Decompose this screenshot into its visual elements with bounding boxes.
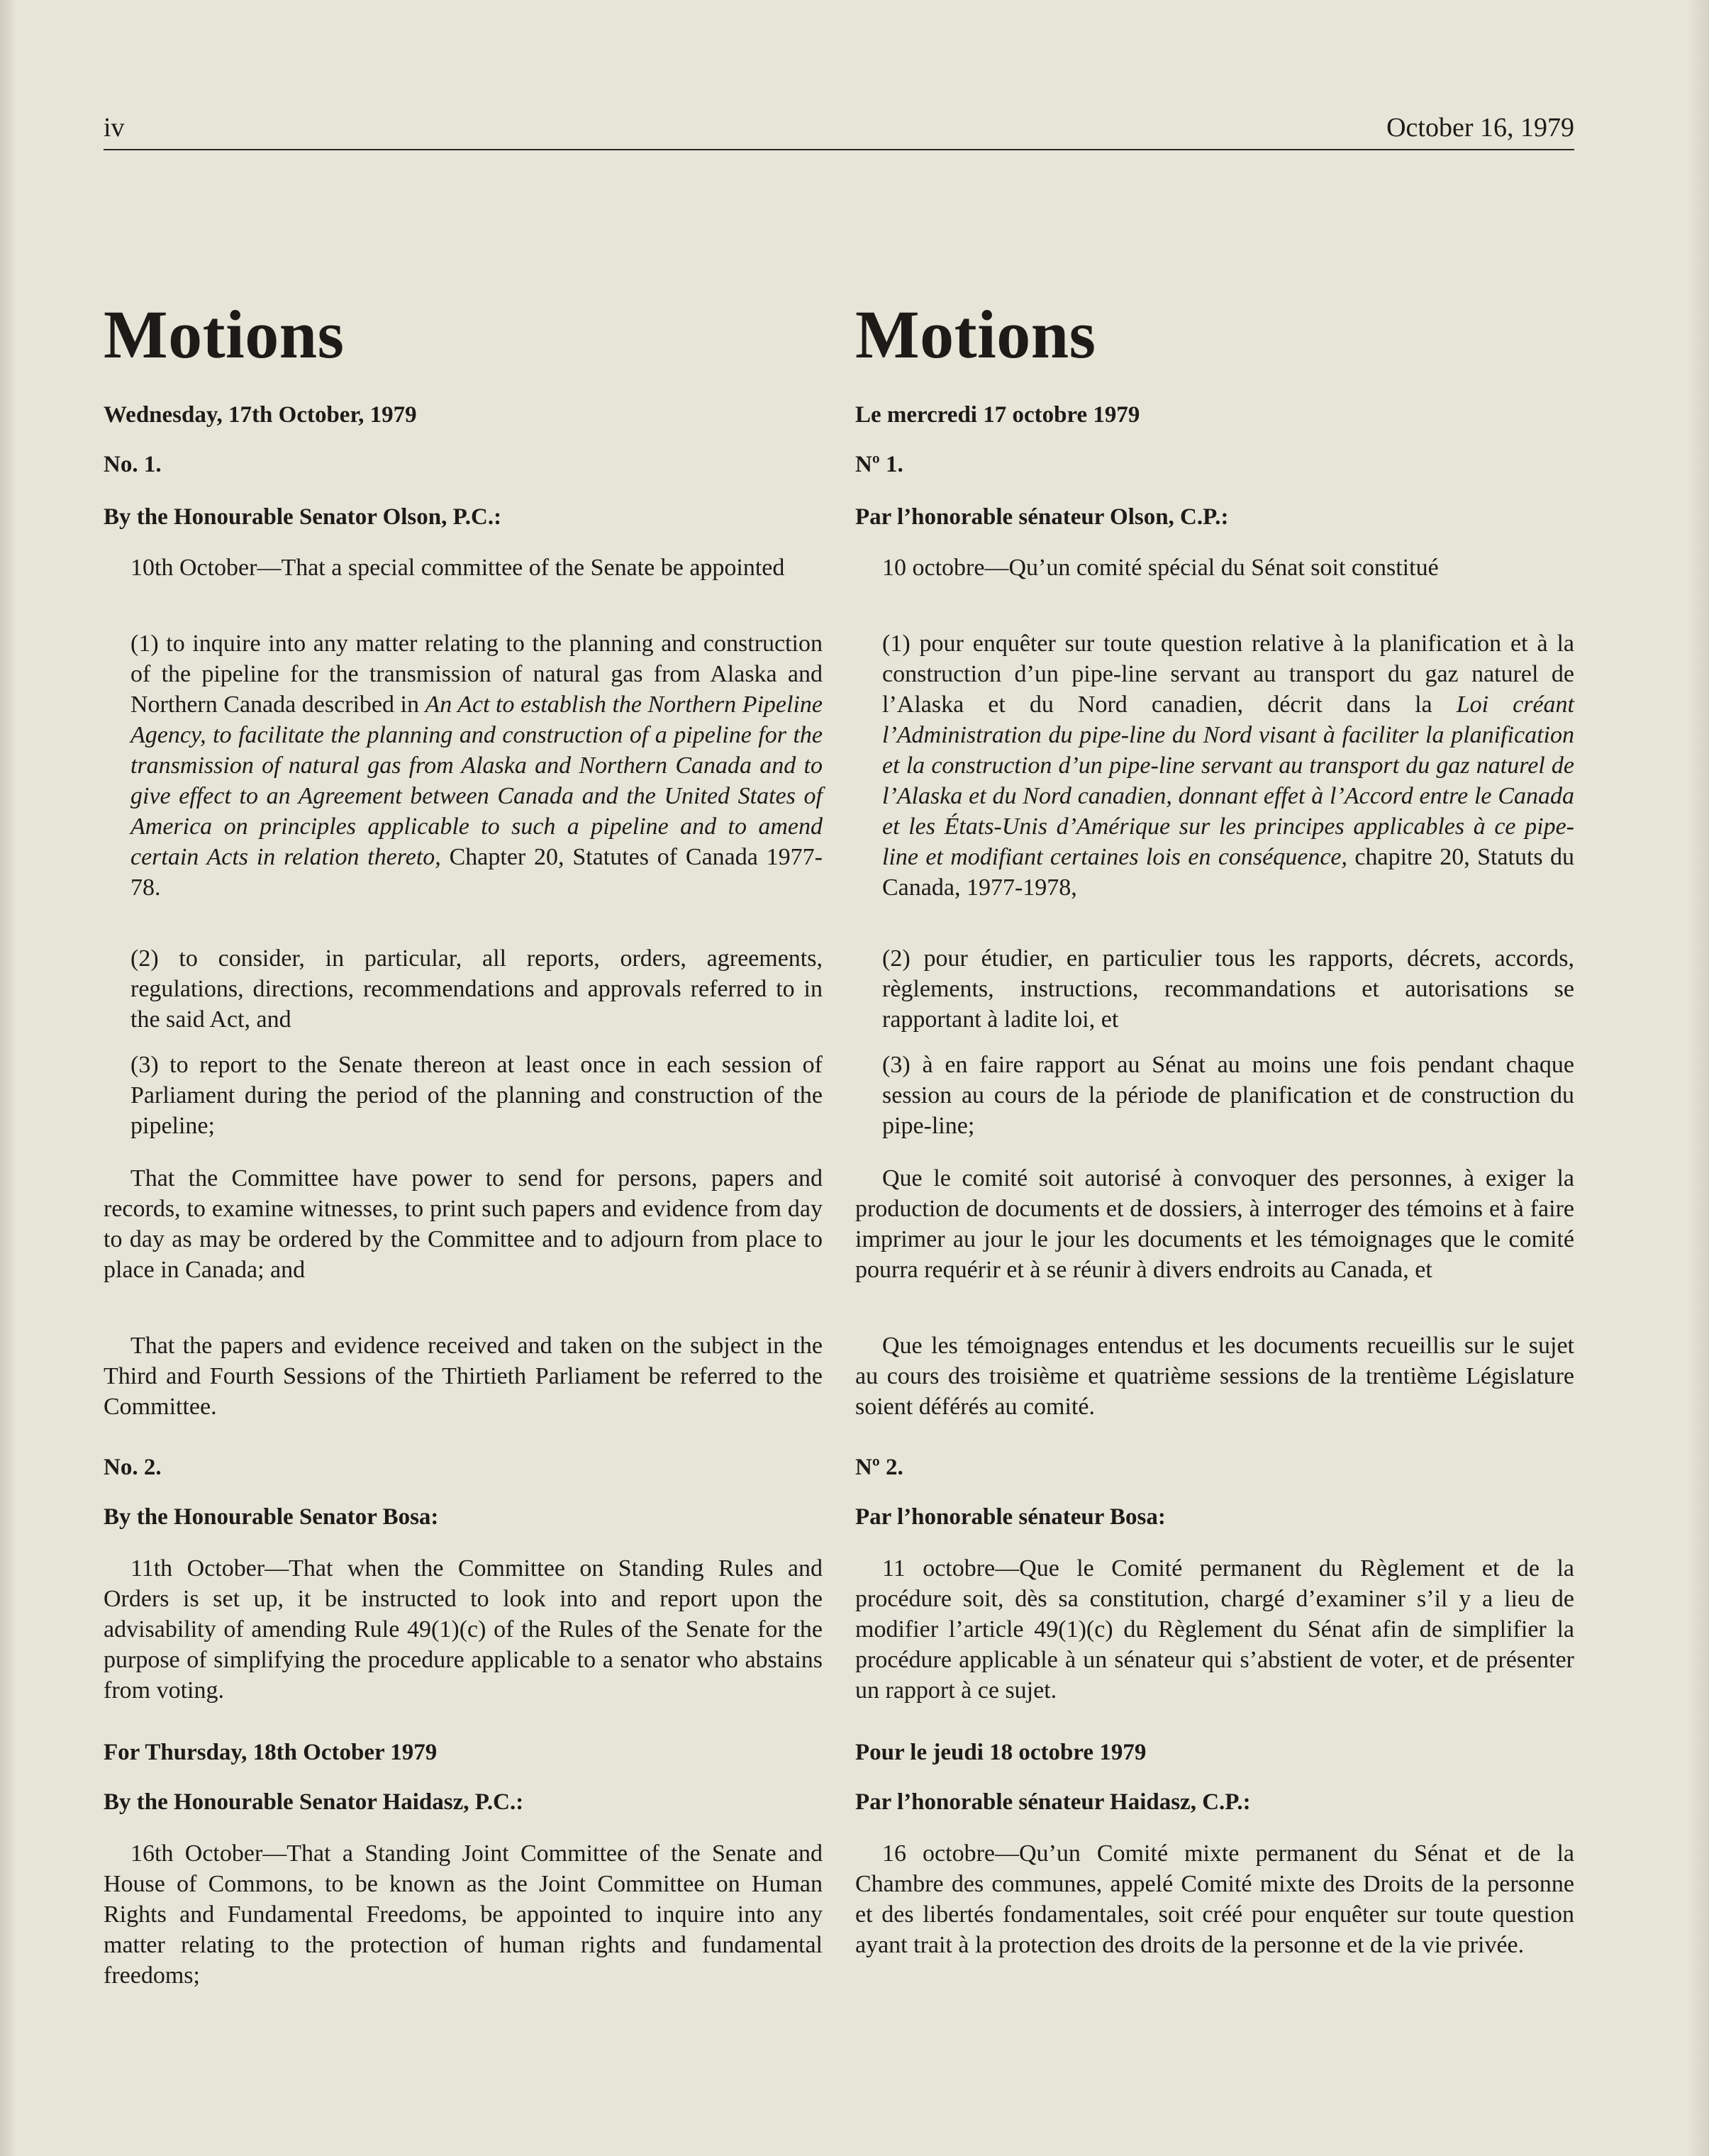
running-header bbox=[104, 105, 1574, 150]
motion-text: 11th October—That when the Committee on Standing Rules and Orders is set up, it be instructed to look into and report upon the advisability of amending Rule 49(1)(c) of the Rules of the Senate for the purpose of simplifying the procedure applicable to a senator who abstains from voting. bbox=[104, 1555, 823, 1704]
motion-mover: Par l’honorable sénateur Bosa: bbox=[855, 1504, 1166, 1530]
motion-number: Nº 1. bbox=[855, 452, 903, 477]
header-date: October 16, 1979 bbox=[1386, 113, 1574, 143]
motion-number: No. 2. bbox=[104, 1455, 162, 1480]
motion-power-clause: That the Committee have power to send for persons, papers and records, to examine witnesses, to print such papers and evidence from day to day as may be ordered by the Committee and to adjourn from place to place in Canada; and bbox=[104, 1165, 823, 1283]
motion-item-1: (1) pour enquêter sur toute question relative à la planification et à la construction d’un pipe-line servant au transport du gaz naturel de l’Alaska et du Nord canadien, décrit dans la Loi créant l’Administration du pipe-line du Nord visant à faciliter la planification et la construction d’un pipe-line servant au transport du gaz naturel de l’Alaska et du Nord canadien, donnant effet à l’Accord entre le Canada et les États-Unis d’Amérique sur les principes applicables à ce pipe-line et modifiant certaines lois en conséquence, chapitre 20, Statuts du Canada, 1977-1978, bbox=[882, 630, 1575, 901]
motion-intro: 10th October—That a special committee of the Senate be appointed bbox=[130, 555, 785, 581]
section-title: Motions bbox=[855, 296, 1096, 372]
motion-mover: Par l’honorable sénateur Olson, C.P.: bbox=[855, 504, 1229, 530]
motion-mover: Par l’honorable sénateur Haidasz, C.P.: bbox=[855, 1789, 1251, 1815]
motion-item-3: (3) à en faire rapport au Sénat au moins une fois pendant chaque session au cours de la période de planification et de construction du pipe-line; bbox=[882, 1052, 1574, 1139]
sitting-date: Pour le jeudi 18 octobre 1979 bbox=[855, 1740, 1147, 1765]
motion-item-1: (1) to inquire into any matter relating to the planning and construction of the pipeline for the transmission of natural gas from Alaska and Northern Canada described in An Act to establish the Northern Pipeline Agency, to facilitate the planning and construction of a pipeline for the transmission of natural gas from Alaska and Northern Canada and to give effect to an Agreement between Canada and the United States of America on principles applicable to such a pipeline and to amend certain Acts in relation thereto, Chapter 20, Statutes of Canada 1977-78. bbox=[130, 630, 823, 901]
motion-mover: By the Honourable Senator Olson, P.C.: bbox=[104, 504, 502, 530]
motion-text: 16 octobre—Qu’un Comité mixte permanent du Sénat et de la Chambre des communes, appelé Comité mixte des Droits de la personne et des libertés fondamentales, soit créé pour enquêter sur toute question ayant trait à la protection des droits de la personne et de la vie privée. bbox=[855, 1840, 1574, 1958]
section-title: Motions bbox=[104, 296, 345, 372]
motion-number: Nº 2. bbox=[855, 1455, 903, 1480]
sitting-date: Wednesday, 17th October, 1979 bbox=[104, 402, 417, 428]
motion-intro: 10 octobre—Qu’un comité spécial du Sénat soit constitué bbox=[882, 555, 1439, 581]
motion-text: 16th October—That a Standing Joint Committee of the Senate and House of Commons, to be known as the Joint Committee on Human Rights and Fundamental Freedoms, be appointed to inquire into any matter relating to the protection of human rights and fundamental freedoms; bbox=[104, 1840, 823, 1989]
motion-power-clause: Que le comité soit autorisé à convoquer des personnes, à exiger la production de documents et de dossiers, à interroger des témoins et à faire imprimer au jour le jour les documents et les témoignages que le comité pourra requérir et à se réunir à divers endroits au Canada, et bbox=[855, 1165, 1574, 1283]
motion-item-2: (2) to consider, in particular, all reports, orders, agreements, regulations, directions, recommendations and approvals referred to in the said Act, and bbox=[130, 945, 823, 1033]
motion-mover: By the Honourable Senator Haidasz, P.C.: bbox=[104, 1789, 524, 1815]
motion-papers-clause: That the papers and evidence received and taken on the subject in the Third and Fourth Sessions of the Thirtieth Parliament be referred to the Committee. bbox=[104, 1333, 823, 1420]
sitting-date: For Thursday, 18th October 1979 bbox=[104, 1740, 438, 1765]
page-number: iv bbox=[104, 113, 125, 143]
motion-item-2: (2) pour étudier, en particulier tous les rapports, décrets, accords, règlements, instructions, recommandations et autorisations se rapportant à ladite loi, et bbox=[882, 945, 1574, 1033]
page-binding-edge bbox=[0, 0, 16, 2156]
motion-item-3: (3) to report to the Senate thereon at least once in each session of Parliament during the period of the planning and construction of the pipeline; bbox=[130, 1052, 823, 1139]
motion-text: 11 octobre—Que le Comité permanent du Règlement et de la procédure soit, dès sa constitution, chargé d’examiner s’il y a lieu de modifier l’article 49(1)(c) du Règlement du Sénat afin de simplifier la procédure applicable à un sénateur qui s’abstient de voter, et de présenter un rapport à ce sujet. bbox=[855, 1555, 1574, 1704]
sitting-date: Le mercredi 17 octobre 1979 bbox=[855, 402, 1140, 428]
page-right-edge bbox=[1688, 0, 1709, 2156]
motion-mover: By the Honourable Senator Bosa: bbox=[104, 1504, 439, 1530]
motion-number: No. 1. bbox=[104, 452, 162, 477]
motion-papers-clause: Que les témoignages entendus et les documents recueillis sur le sujet au cours des troisième et quatrième sessions de la trentième Législature soient déférés au comité. bbox=[855, 1333, 1574, 1420]
